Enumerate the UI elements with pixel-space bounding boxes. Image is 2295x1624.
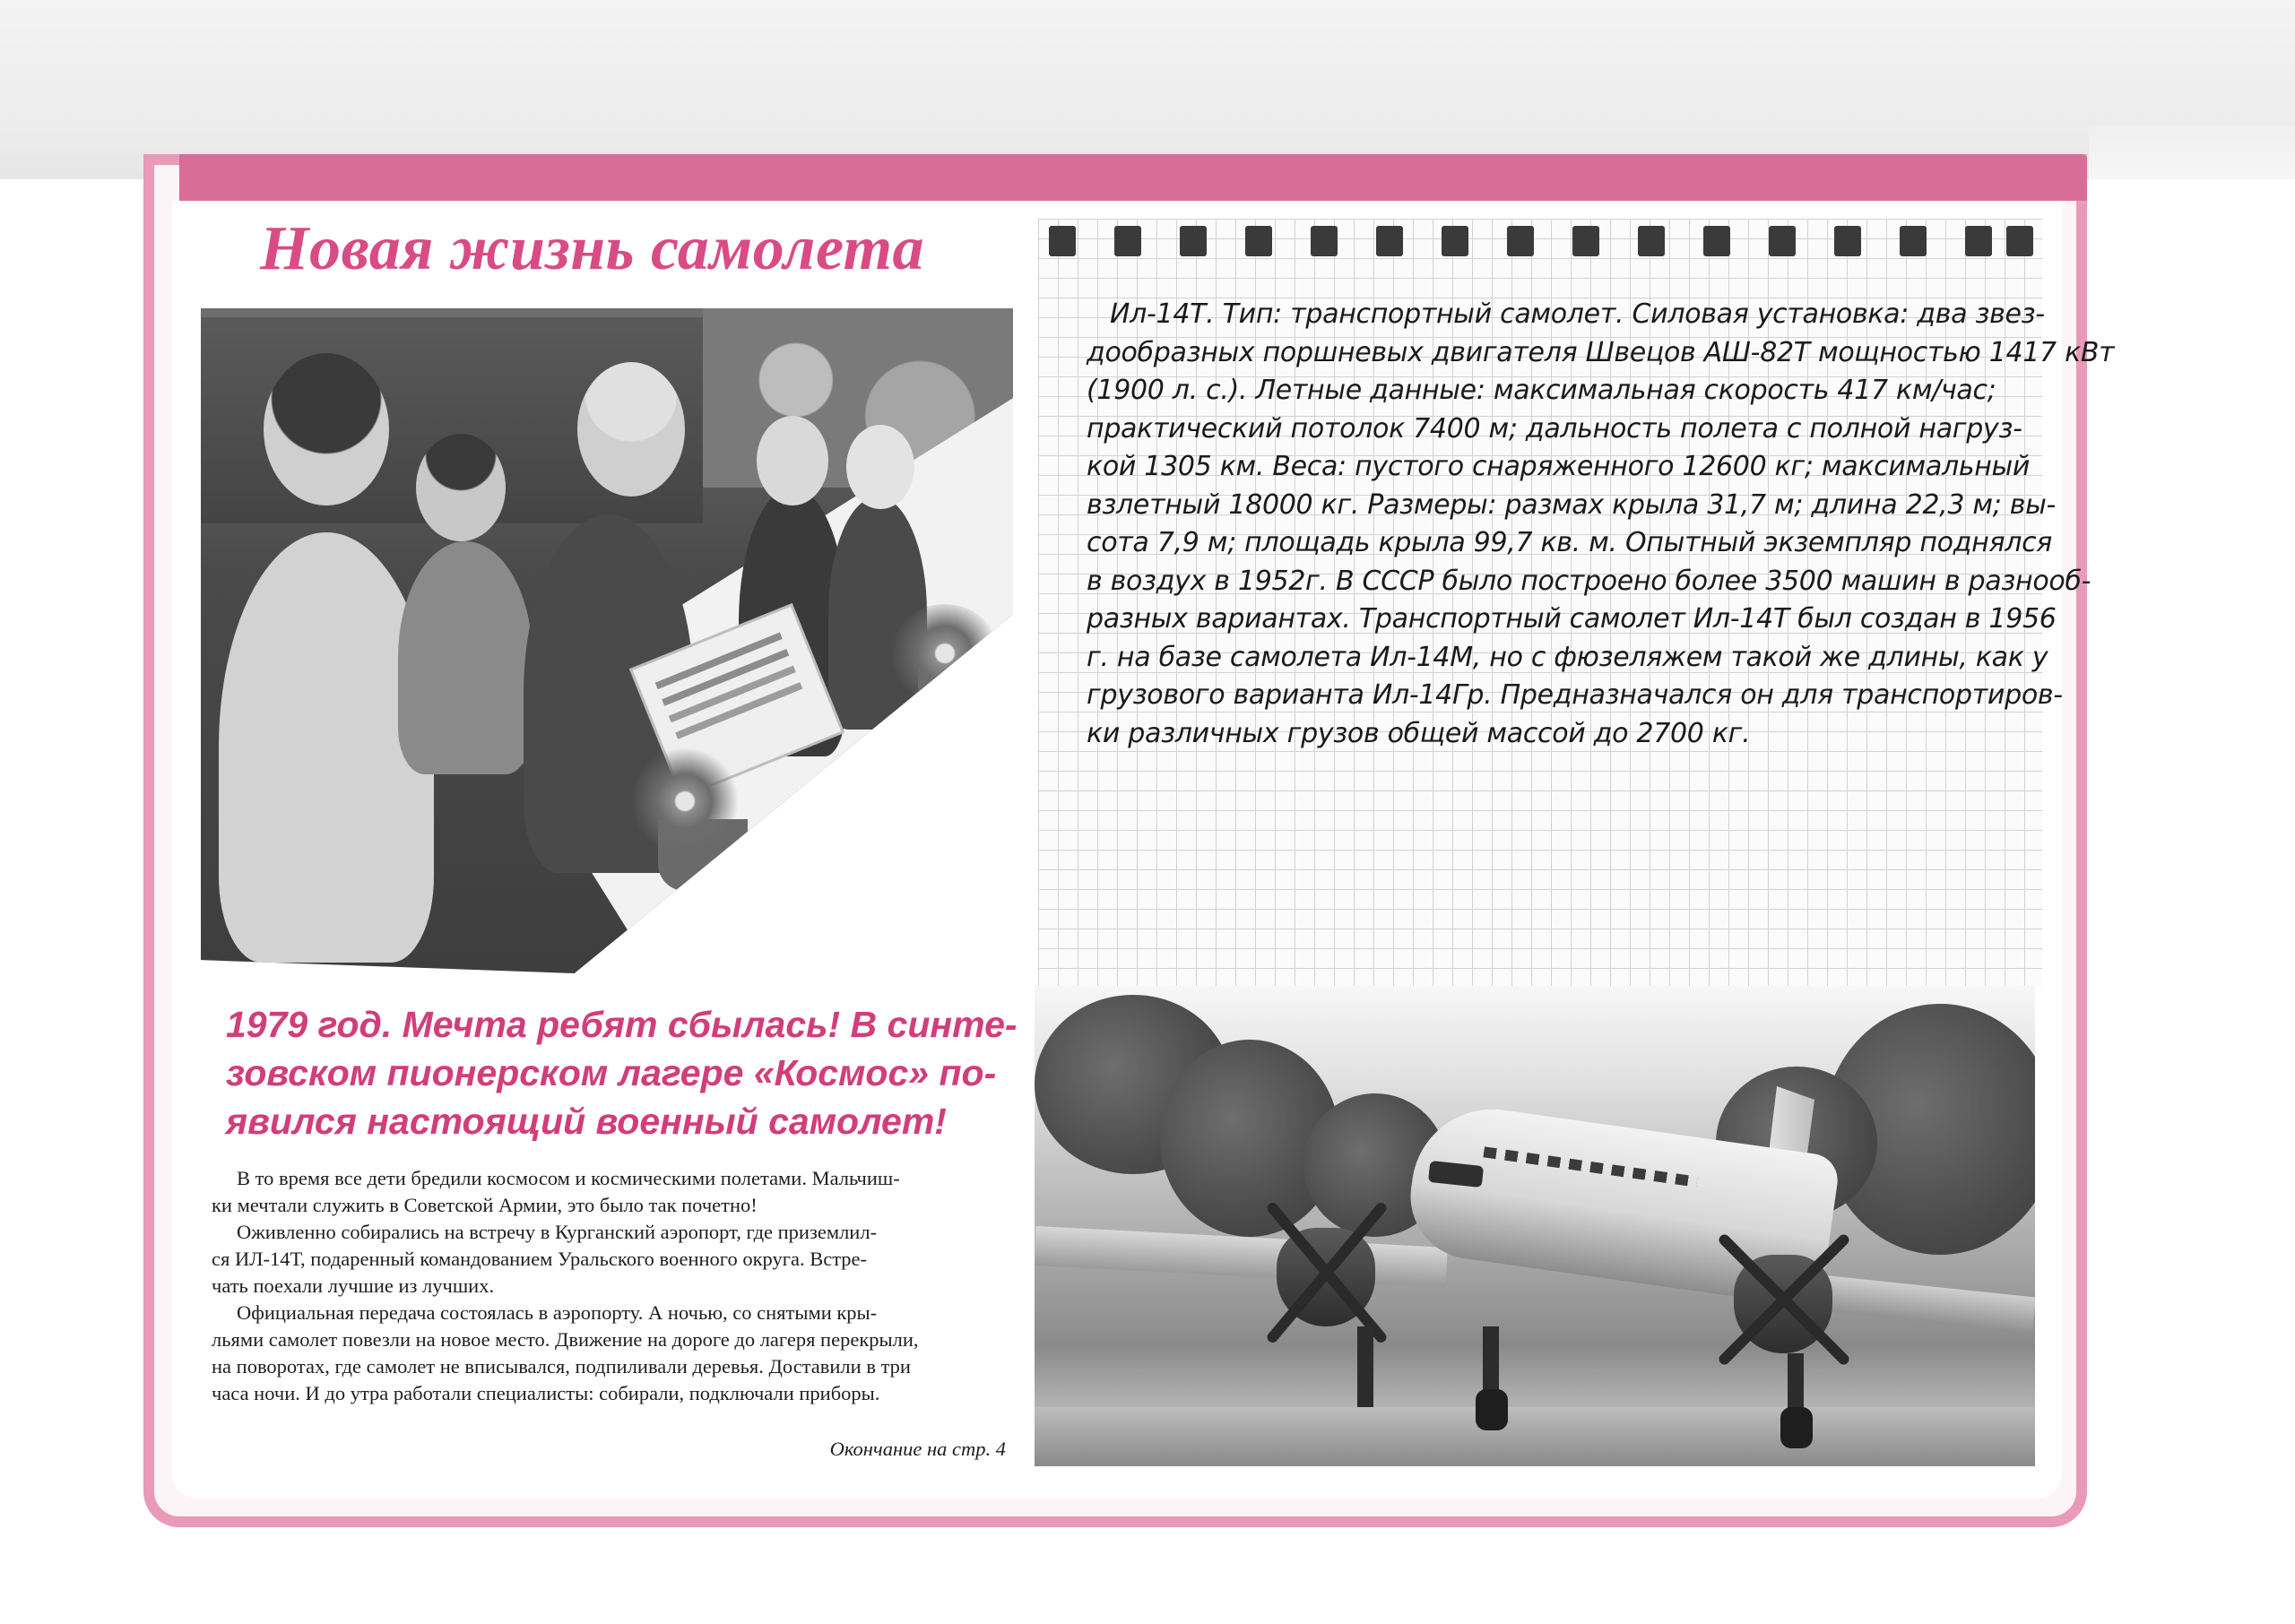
notebook-binding-holes: [1049, 226, 2035, 258]
subtitle-line: 1979 год. Мечта ребят сбылась! В синте-: [226, 1004, 1018, 1045]
page-frame-top-band: [179, 154, 2087, 201]
airplane-photo: [1035, 986, 2035, 1466]
handwritten-line: в воздух в 1952г. В СССР было построено более 3500 машин в разнооб-: [1087, 565, 2091, 597]
continuation-note: Окончание на стр. 4: [829, 1438, 1006, 1460]
handwritten-line: г. на базе самолета Ил-14М, но с фюзеляжем такой же длины, как у: [1087, 641, 2048, 673]
binding-hole: [1703, 226, 1730, 256]
photo-person-head: [264, 353, 389, 505]
photo-person-head: [846, 425, 914, 509]
photo-person-head: [577, 362, 685, 497]
photo-person-head: [757, 416, 828, 505]
binding-hole: [1572, 226, 1599, 256]
binding-hole: [1180, 226, 1207, 256]
handwritten-line: практический потолок 7400 м; дальность полета с полной нагруз-: [1087, 412, 2022, 445]
binding-hole: [1442, 226, 1468, 256]
binding-hole: [1114, 226, 1141, 256]
handwritten-line: Ил-14Т. Тип: транспортный самолет. Силовая установка: два звез-: [1110, 298, 2045, 330]
body-line: часа ночи. И до утра работали специалисты: собирали, подключали приборы.: [212, 1382, 880, 1404]
body-line: льями самолет повезли на новое место. Движение на дороге до лагеря перекрыли,: [212, 1328, 919, 1351]
handwritten-line: сота 7,9 м; площадь крыла 99,7 кв. м. Опытный экземпляр поднялся: [1087, 527, 2053, 558]
handwritten-line: взлетный 18000 кг. Размеры: размах крыла 31,7 м; длина 22,3 м; вы-: [1087, 488, 2057, 521]
notebook-handwritten-text: [1087, 296, 2115, 753]
binding-hole: [1507, 226, 1534, 256]
photo-person: [398, 541, 533, 774]
binding-hole: [1769, 226, 1796, 256]
handwritten-line: грузового варианта Ил-14Гр. Предназначался он для транспортиров-: [1087, 679, 2063, 711]
subtitle-line: зовском пионерском лагере «Космос» по-: [226, 1052, 997, 1093]
article-body: [212, 1165, 1006, 1407]
body-line: Оживленно собирались на встречу в Курганский аэропорт, где приземлил-: [237, 1221, 878, 1243]
binding-hole: [1311, 226, 1338, 256]
handwritten-line: дообразных поршневых двигателя Швецов АШ-82Т мощностью 1417 кВт: [1087, 336, 2115, 368]
handwritten-line: (1900 л. с.). Летные данные: максимальная скорость 417 км/час;: [1087, 375, 1996, 406]
binding-hole: [1245, 226, 1272, 256]
landing-wheel: [1476, 1389, 1508, 1430]
body-line: на поворотах, где самолет не вписывался, подпиливали деревья. Доставили в три: [212, 1355, 911, 1378]
body-line: ки мечтали служить в Советской Армии, это было так почетно!: [212, 1194, 758, 1216]
body-line: ся ИЛ-14Т, подаренный командованием Уральского военного округа. Встре-: [212, 1248, 868, 1270]
binding-hole: [1376, 226, 1403, 256]
binding-hole: [1834, 226, 1861, 256]
subtitle-line: явился настоящий военный самолет!: [226, 1101, 947, 1142]
landing-gear: [1357, 1326, 1373, 1407]
body-line: В то время все дети бредили космосом и космическими полетами. Мальчиш-: [237, 1167, 900, 1189]
handwritten-line: ки различных грузов общей массой до 2700 кг.: [1087, 717, 1751, 749]
handwritten-line: разных вариантах. Транспортный самолет Ил-14Т был создан в 1956: [1087, 603, 2057, 635]
photo-ground: [1035, 1407, 2035, 1466]
body-line: чать поехали лучшие из лучших.: [212, 1274, 495, 1297]
article-title: Новая жизнь самолета: [260, 214, 925, 283]
landing-wheel: [1780, 1407, 1813, 1448]
handwritten-line: кой 1305 км. Веса: пустого снаряженного 12600 кг; максимальный: [1087, 451, 2031, 482]
article-subtitle: [226, 1000, 1033, 1145]
scan-background: [0, 0, 2295, 179]
photo-person-head: [416, 434, 506, 541]
binding-hole: [1900, 226, 1927, 256]
body-line: Официальная передача состоялась в аэропорту. А ночью, со снятыми кры-: [237, 1301, 878, 1324]
binding-hole: [1049, 226, 1076, 256]
binding-hole: [1965, 226, 1992, 256]
binding-hole: [1638, 226, 1665, 256]
scan-page-edge: [2089, 125, 2295, 179]
binding-hole: [2006, 226, 2033, 256]
